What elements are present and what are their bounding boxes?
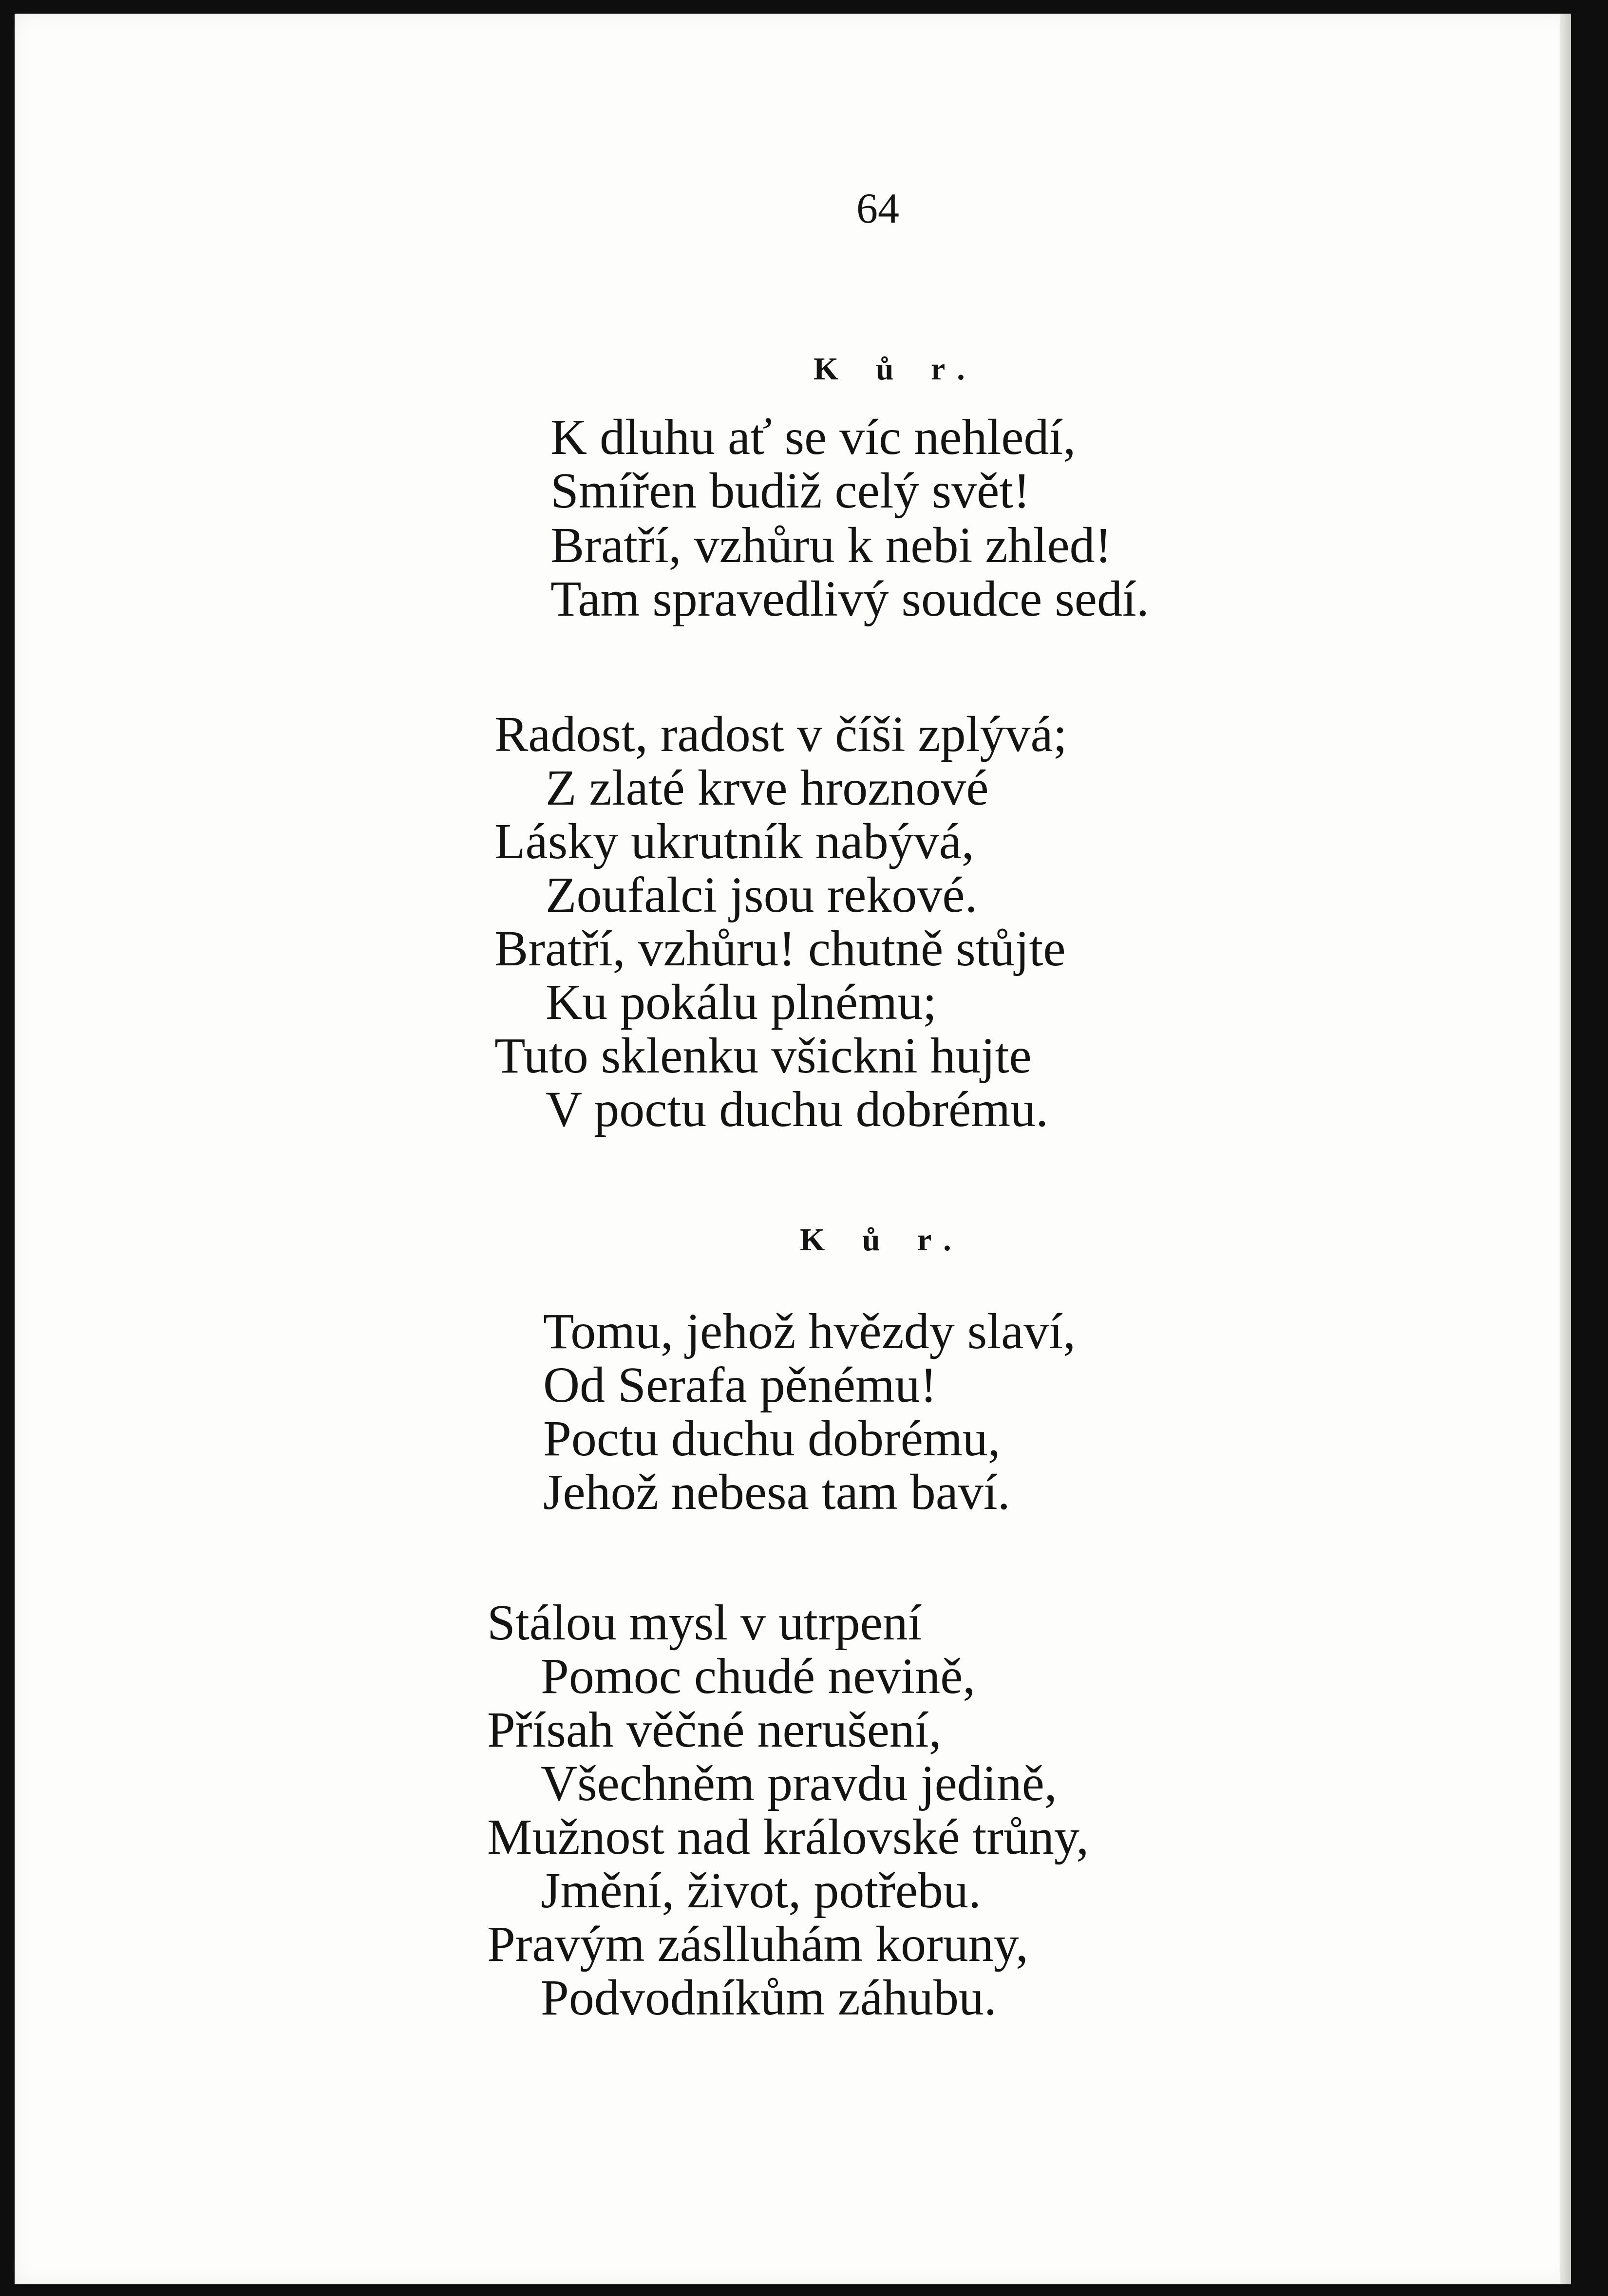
verse-line: Radost, radost v číši zplývá;: [494, 706, 1067, 762]
verse-line: Jehož nebesa tam baví.: [543, 1464, 1010, 1520]
verse-line: K dluhu ať se víc nehledí,: [550, 409, 1076, 465]
verse-line: Z zlaté krve hroznové: [546, 760, 989, 816]
verse-line: Podvodníkům záhubu.: [541, 1970, 997, 2026]
verse-line: Pravým záslluhám koruny,: [487, 1916, 1029, 1972]
verse-line: Pomoc chudé nevině,: [541, 1648, 976, 1704]
verse-line: Lásky ukrutník nabývá,: [494, 813, 974, 869]
book-page: [15, 14, 1571, 2284]
verse-line: Mužnost nad královské trůny,: [487, 1809, 1089, 1865]
verse-line: Bratří, vzhůru k nebi zhled!: [550, 517, 1112, 573]
verse-line: Ku pokálu plnému;: [546, 974, 937, 1030]
verse-line: Tuto sklenku všickni hujte: [494, 1028, 1032, 1084]
verse-line: Zoufalci jsou rekové.: [546, 867, 978, 923]
page-edge-shadow: [1560, 14, 1571, 2284]
verse-line: Všechněm pravdu jedině,: [541, 1755, 1057, 1811]
stanza-heading: K ů r.: [800, 1222, 966, 1258]
verse-line: Smířen budiž celý svět!: [550, 463, 1030, 519]
verse-line: Přísah věčné nerušení,: [487, 1702, 942, 1758]
page-number: 64: [856, 185, 899, 232]
verse-line: Poctu duchu dobrému,: [543, 1411, 1001, 1467]
verse-line: V poctu duchu dobrému.: [546, 1081, 1049, 1137]
verse-line: Bratří, vzhůru! chutně stůjte: [494, 921, 1066, 977]
verse-line: Tam spravedlivý soudce sedí.: [550, 571, 1149, 627]
verse-line: Stálou mysl v utrpení: [487, 1595, 922, 1651]
stanza-heading: K ů r.: [813, 351, 980, 387]
verse-line: Jmění, život, potřebu.: [541, 1863, 982, 1919]
verse-line: Od Serafa pěnému!: [543, 1357, 937, 1413]
verse-line: Tomu, jehož hvězdy slaví,: [543, 1303, 1076, 1359]
